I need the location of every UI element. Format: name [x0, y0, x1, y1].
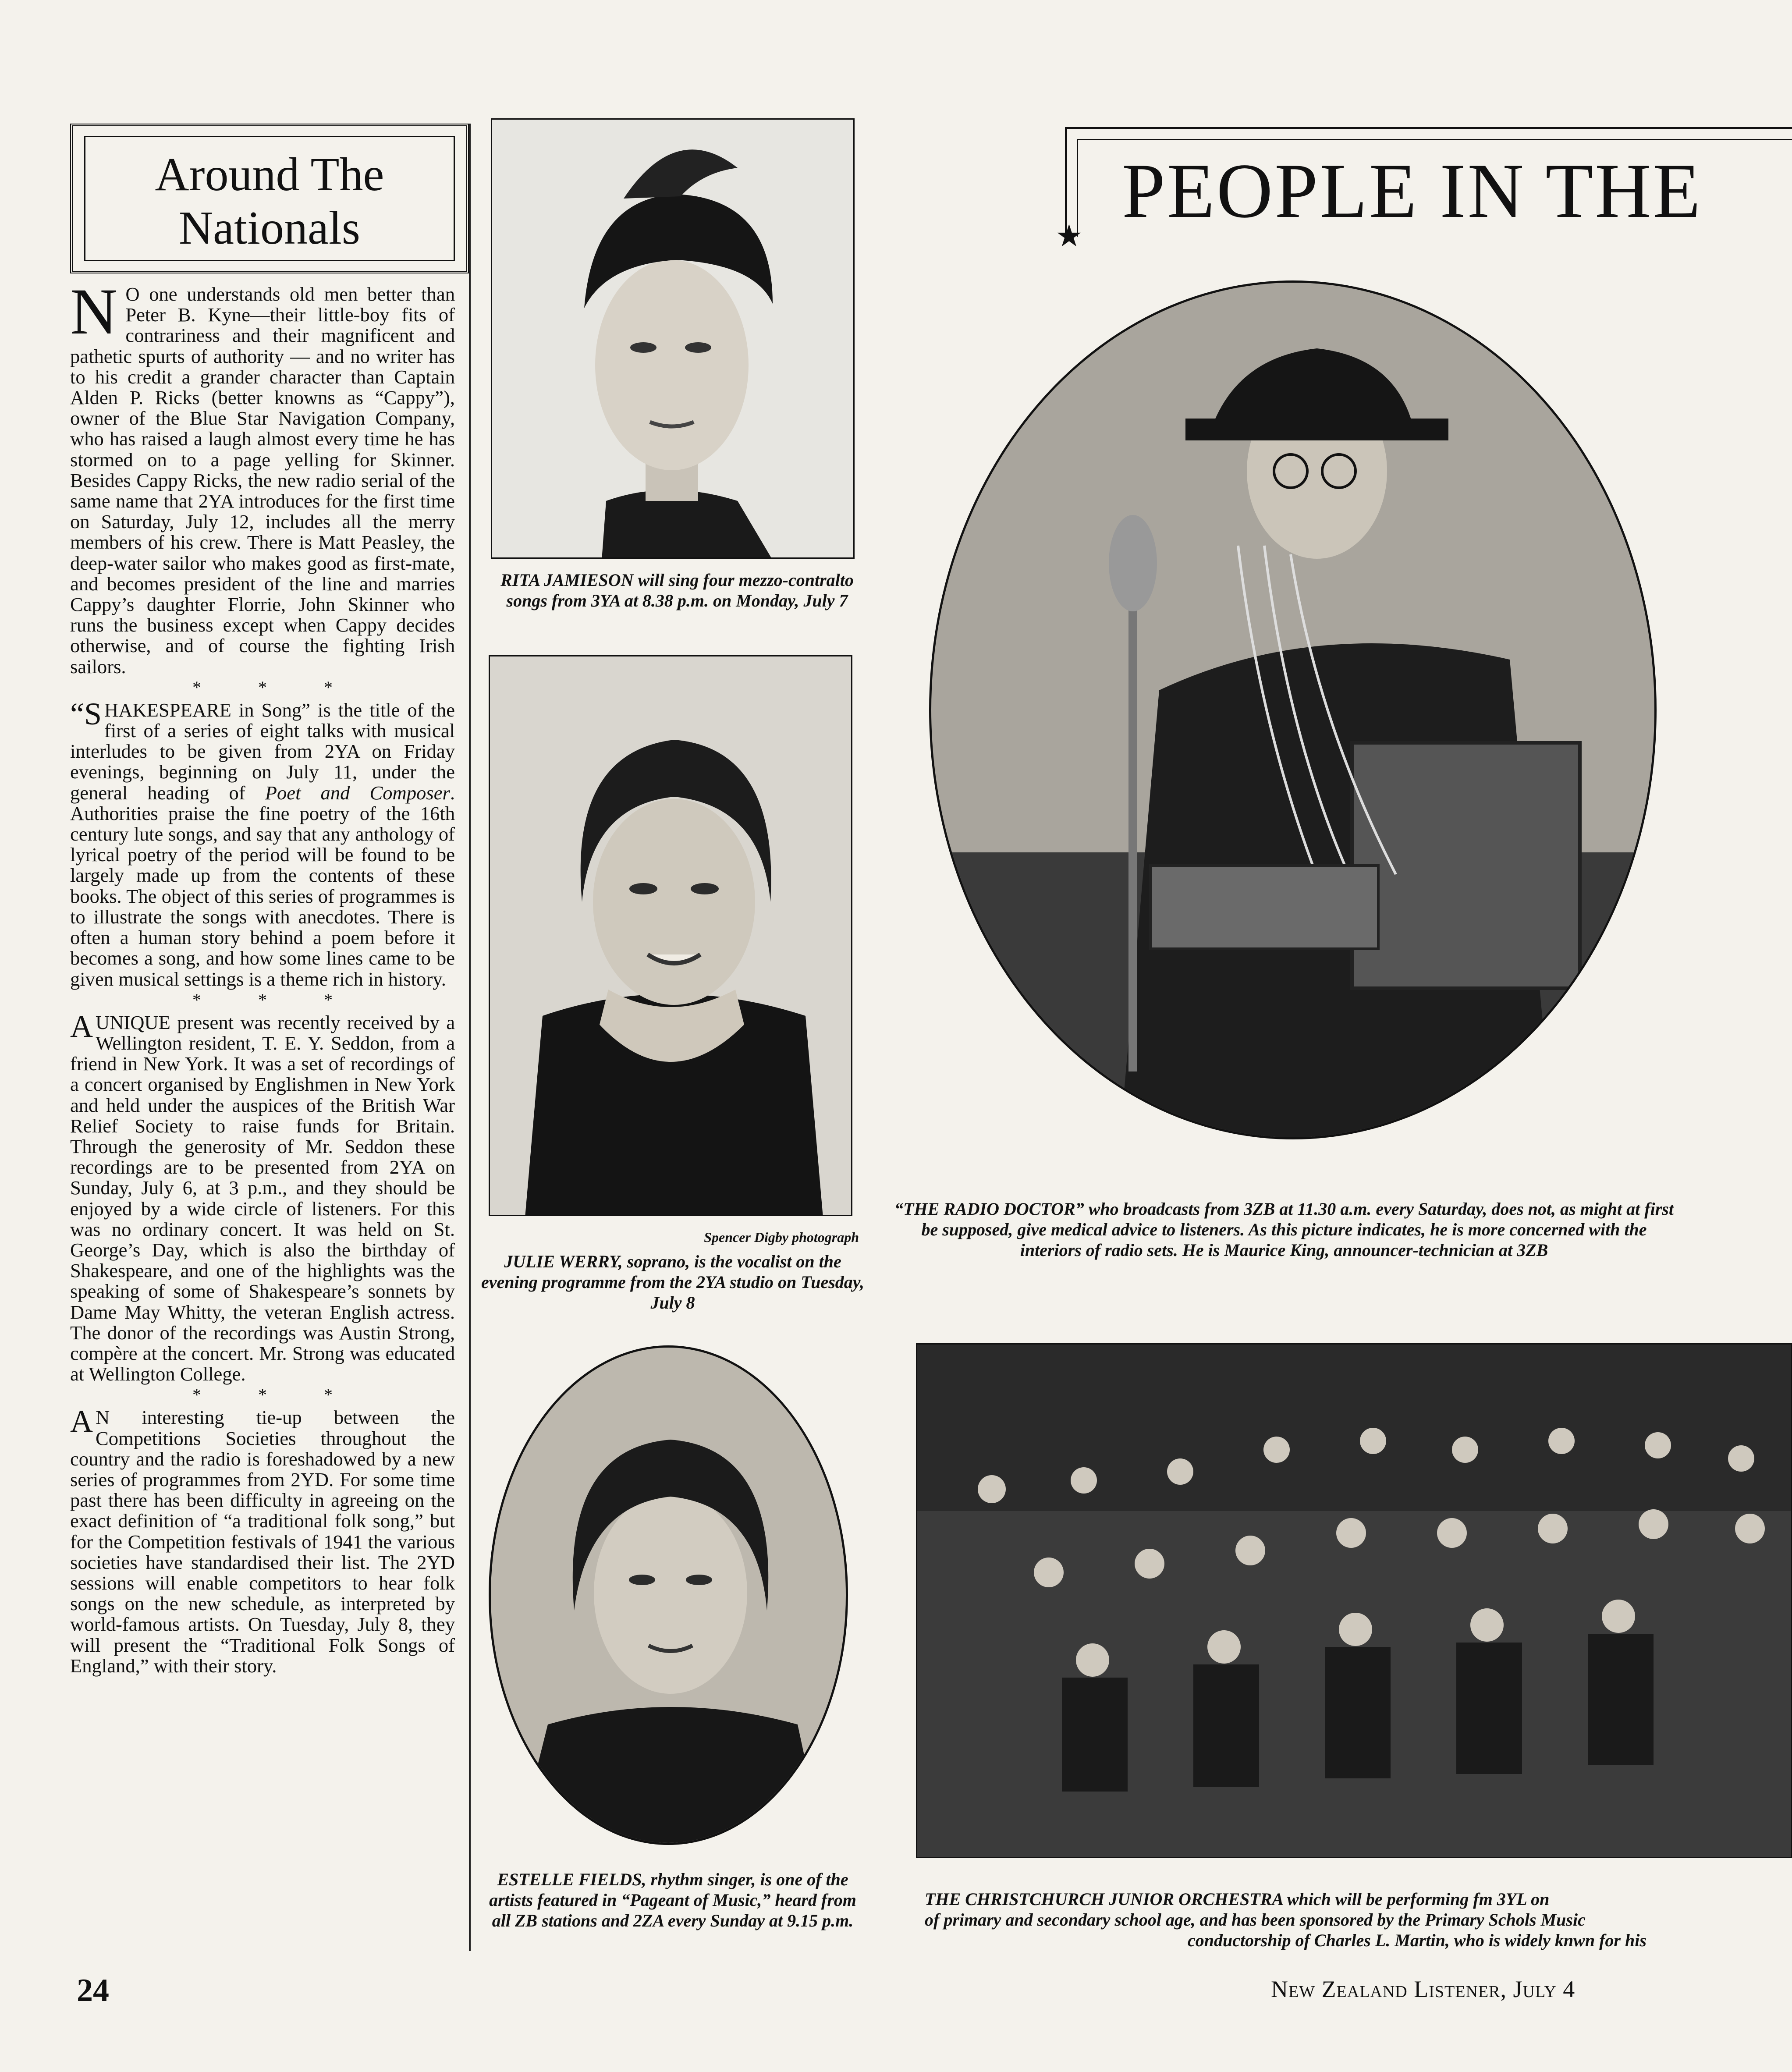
column-title-line-2: Nationals [179, 202, 360, 254]
portrait-image [491, 1348, 848, 1845]
caption-radio-doctor: “THE RADIO DOCTOR” who broadcasts from 3ZB at 11.30 a.m. every Saturday, does not, as might at first be supposed, give medical advice to listeners. As this picture indicates, he is more concerned with the interiors of radio sets. He is Maurice King, announcer-technician at 3ZB [894, 1199, 1674, 1260]
column-title-line-1: Around The [155, 149, 384, 201]
programme-name: Poet and Composer [265, 781, 450, 804]
section-separator: * * * [192, 1385, 359, 1405]
dropcap: A [70, 1008, 93, 1044]
caption-orchestra [925, 1889, 1792, 1951]
caption-julie-werry: JULIE WERRY, soprano, is the vocalist on the evening programme from the 2YA studio on Tuesday, July 8 [481, 1252, 865, 1313]
star-icon: ★ [1055, 220, 1083, 253]
radio-doctor-image [931, 283, 1657, 1139]
paragraph-text: O one understands old men better than Peter B. Kyne—their little-boy fits of contrariness and their magnificent and pathetic spurts of authority — and no writer has to his credit a grander character than Captain Alden P. Ricks (better knowns as “Cappy”), owner of the Blue Star Navigation Company, who has raised a laugh almost every time he has stormed on to a page yelling for Skinner. Besides Cappy Ricks, the new radio serial of the same name that 2YA introduces for the first time on Saturday, July 12, includes all the merry members of his crew. There is Matt Peasley, the deep-water sailor who makes good as first-mate, and becomes president of the line and marries Cappy’s daughter Florrie, John Skinner who runs the business except when Cappy decides otherwise, and of course the fighting Irish sailors. [70, 283, 455, 678]
column-divider [469, 124, 471, 1951]
section-separator: * * * [192, 990, 359, 1010]
photo-radio-doctor [929, 280, 1657, 1139]
orchestra-image [917, 1345, 1792, 1858]
photo-estelle-fields [489, 1345, 848, 1845]
photo-julie-werry [489, 655, 852, 1216]
paragraph-unique-present [70, 1008, 455, 1385]
caption-estelle-fields: ESTELLE FIELDS, rhythm singer, is one of the artists featured in “Pageant of Music,” heard from all ZB stations and 2ZA every Sunday at 9.15 p.m. [489, 1870, 856, 1930]
photo-rita-jamieson [491, 118, 855, 559]
column-title [73, 148, 466, 255]
paragraph-text: HAKESPEARE in Song” is the title of the first of a series of eight talks with musical interludes to be given from 2YA on Friday evenings, beginning on July 11, under the general heading of [70, 699, 455, 804]
paragraph-cappy-ricks [70, 275, 455, 678]
caption-orchestra-line-2: of primary and secondary school age, and has been sponsored by the Primary Schols Music [925, 1910, 1586, 1930]
paragraph-shakespeare [70, 696, 455, 990]
portrait-image [490, 656, 852, 1216]
dropcap: “S [70, 696, 102, 731]
photo-credit: Spencer Digby photograph [704, 1229, 859, 1245]
dropcap: N [70, 275, 118, 348]
paragraph-text: UNIQUE present was recently received by a Wellington resident, T. E. Y. Seddon, from a friend in New York. It was a set of recordings of a concert organised by Englishmen in New York and held under the auspices of the British War Relief Society to raise funds for Britain. Through the generosity of Mr. Seddon these recordings are to be presented from 2YA on Sunday, July 6, at 3 p.m., and they should be enjoyed by a wide circle of listeners. For this was no ordinary concert. It was held on St. George’s Day, which is also the birthday of Shakespeare, and one of the highlights was the speaking of some of Shakespeare’s sonnets by Dame May Whitty, the veteran English actress. The donor of the recordings was Austin Strong, compère at the concert. Mr. Strong was educated at Wellington College. [70, 1011, 455, 1385]
article-around-the-nationals [70, 275, 455, 1677]
column-title-box [70, 124, 469, 273]
dropcap: A [70, 1404, 93, 1439]
photo-christchurch-junior-orchestra [916, 1343, 1792, 1858]
publication-footer: New Zealand Listener, July 4 [1271, 1976, 1576, 2002]
page-number: 24 [77, 1973, 109, 2008]
caption-orchestra-line-3: conductorship of Charles L. Martin, who is widely knwn for his [1188, 1930, 1647, 1950]
caption-rita-jamieson: RITA JAMIESON will sing four mezzo-contralto songs from 3YA at 8.38 p.m. on Monday, July 7 [500, 570, 854, 610]
caption-orchestra-line-1: THE CHRISTCHURCH JUNIOR ORCHESTRA which will be performing fm 3YL on [925, 1889, 1550, 1909]
paragraph-folk-songs [70, 1404, 455, 1677]
paragraph-text: N interesting tie-up between the Competitions Societies throughout the country and the radio is foreshadowed by a new series of programmes from 2YD. For some time past there has been difficulty in agreeing on the exact definition of “a traditional folk song,” but for the Competition festivals of 1941 the various societies have standardised their list. The 2YD sessions will enable competitors to hear folk songs on the new schedule, as interpreted by world-famous artists. On Tuesday, July 8, they will present the “Traditional Folk Songs of England,” with their story. [70, 1406, 455, 1677]
section-header-title: PEOPLE IN THE [1122, 147, 1703, 234]
paragraph-text: . Authorities praise the fine poetry of the 16th century lute songs, and say that any anthology of lyrical poetry of the period will be found to be largely made up from the contents of these books. The object of this series of programmes is to illustrate the songs with anecdotes. There is often a human story behind a poem before it becomes a song, and how some lines came to be given musical settings is a theme rich in history. [70, 781, 455, 990]
section-separator: * * * [192, 677, 359, 697]
portrait-image [492, 120, 855, 559]
